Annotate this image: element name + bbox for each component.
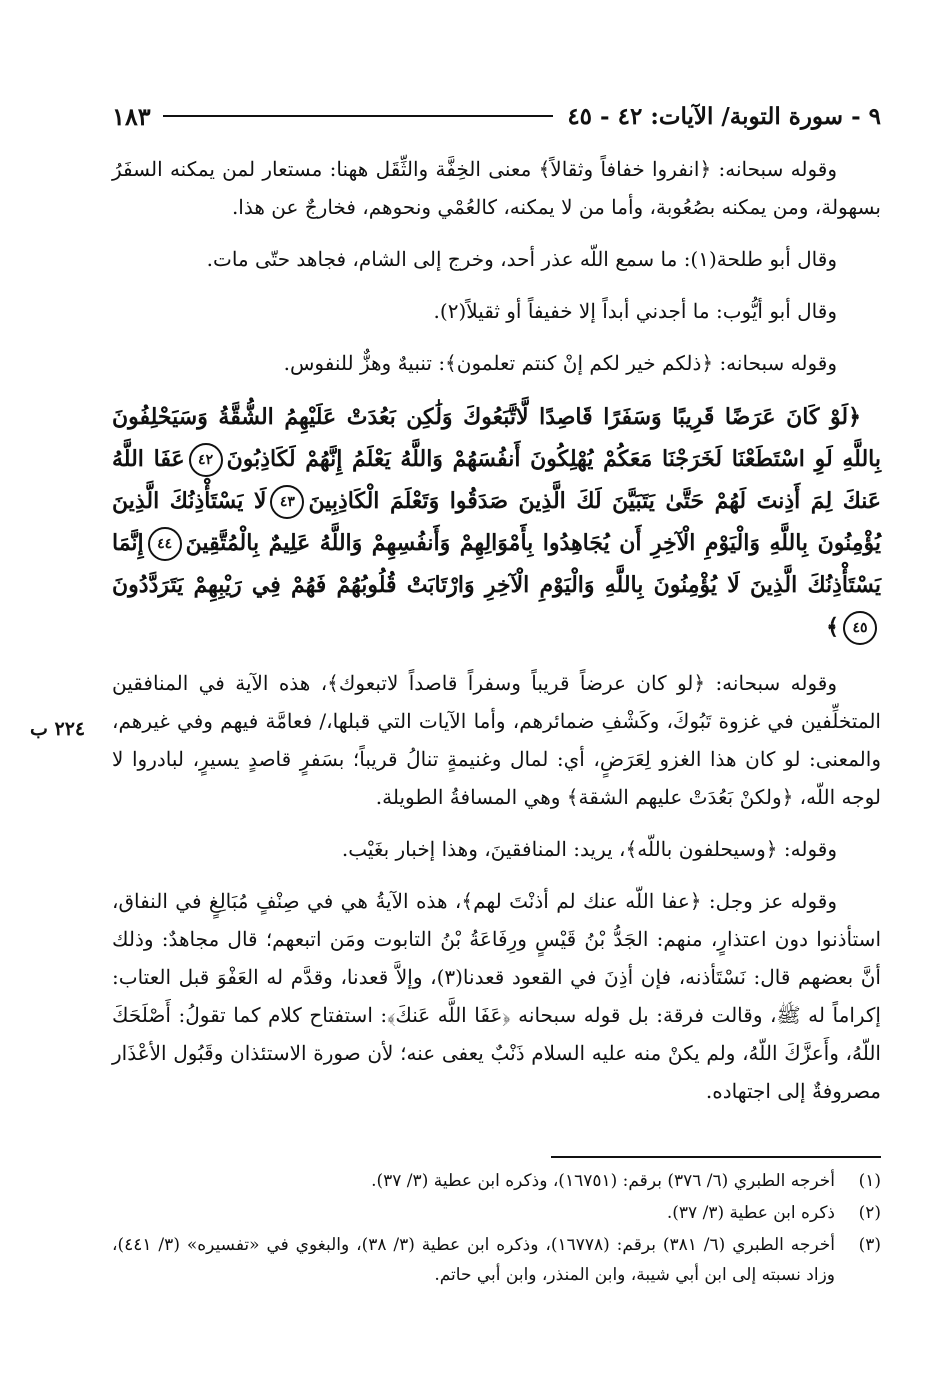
footnote-1 <box>112 1166 881 1196</box>
paragraph-4: وقوله سبحانه: ﴿ذلكم خير لكم إنْ كنتم تعلمون﴾: تنبيهٌ وهزٌّ للنفوس. <box>283 351 837 375</box>
verse-number-45-icon: ٤٥ <box>843 611 877 645</box>
quran-verse-42-text: لَوْ كَانَ عَرَضًا قَرِيبًا وَسَفَرًا قَاصِدًا لَّاتَّبَعُوكَ وَلَٰكِن بَعُدَتْ عَلَيْهِمُ الشُّقَّةُ وَسَيَحْلِفُونَ بِاللَّهِ لَوِ اسْتَطَعْنَا لَخَرَجْنَا مَعَكُمْ يُهْلِكُونَ أَنفُسَهُمْ وَاللَّهُ يَعْلَمُ إِنَّهُمْ لَكَاذِبُونَ <box>112 404 881 472</box>
verse-number-43-icon: ٤٣ <box>270 485 304 519</box>
footnote-number: (٢) <box>858 1203 881 1223</box>
footnote-text: أخرجه الطبري (٦/ ٣٨١) برقم: (١٦٧٧٨)، وذكره ابن عطية (٣/ ٣٨)، والبغوي في «تفسيره» (٣/ ٤٤١)، وزاد نسبته إلى ابن أبي شيبة، وابن المنذر، وابن أبي حاتم. <box>112 1235 835 1285</box>
paragraph-1: وقوله سبحانه: ﴿انفروا خفافاً وثقالاً﴾ معنى الخِفَّة والثِّقَل ههنا: مستعار لمن يمكنه السفَرُ بسهولة، ومن يمكنه بصُعُوبة، وأما من لا يمكنه، كالعُمْي ونحوهم، فخارجٌ عن هذا. <box>112 157 881 219</box>
paragraph-6: وقوله: ﴿وسيحلفون باللّه﴾، يريد: المنافقينَ، وهذا إخبار بغَيْب. <box>341 837 837 861</box>
manuscript-folio-note: ٢٢٤ ب <box>30 718 86 740</box>
quran-verse-44-text: لَا يَسْتَأْذِنُكَ الَّذِينَ يُؤْمِنُونَ بِاللَّهِ وَالْيَوْمِ الْآخِرِ أَن يُجَاهِدُوا بِأَمْوَالِهِمْ وَأَنفُسِهِمْ وَاللَّهُ عَلِيمٌ بِالْمُتَّقِينَ <box>112 488 881 556</box>
page-number: ١٨٣ <box>112 101 151 131</box>
footnote-2 <box>112 1198 881 1228</box>
footnote-text: ذكره ابن عطية (٣/ ٣٧). <box>666 1203 835 1223</box>
header-rule <box>163 115 554 117</box>
paragraph-7: وقوله عز وجل: ﴿عفا اللّه عنك لم أذنْتَ لهم﴾، هذه الآيةُ هي في صِنْفٍ مُبَالِغٍ في النفاق، استأذنوا دون اعتذارٍ، منهم: الجَدُّ بْنُ قَيْسٍ ورِفَاعَةُ بْنُ التابوت ومَن اتبعهم؛ قال مجاهدٌ: وذلك أنَّ بعضهم قال: نَسْتَأذنه، فإن أذِنَ في القعود قعدنا(٣)، وإلاَّ قعدنا، وقدَّم له العَفْوَ قبل العتاب: إكراماً له ﷺ، وقالت فرقة: بل قوله سبحانه ﴿عَفَا اللَّه عَنكَ﴾: استفتاح كلام كما تقولُ: أَصْلَحَكَ اللّهُ، وأَعزَّكَ اللّهُ، ولم يكنْ منه عليه السلام ذَنْبٌ يعفى عنه؛ لأن صورة الاستئذان وقَبُول الأعْذَار مصروفةٌ إلى اجتهاده. <box>112 889 881 1103</box>
footnotes <box>112 1166 881 1292</box>
main-text <box>112 150 881 1124</box>
running-title: ٩ - سورة التوبة/ الآيات: ٤٢ - ٤٥ <box>567 102 881 130</box>
quran-close-bracket: ﴾ <box>826 614 839 640</box>
quran-verse-45-text: إِنَّمَا يَسْتَأْذِنُكَ الَّذِينَ لَا يُؤْمِنُونَ بِاللَّهِ وَالْيَوْمِ الْآخِرِ وَارْتَابَتْ قُلُوبُهُمْ فَهُمْ فِي رَيْبِهِمْ يَتَرَدَّدُونَ <box>112 530 881 598</box>
quran-passage <box>112 396 881 648</box>
footnote-number: (٣) <box>858 1235 881 1255</box>
quran-open-bracket: ﴿ <box>848 404 861 430</box>
verse-number-42-icon: ٤٢ <box>189 443 223 477</box>
quran-verse-43-text: عَفَا اللَّهُ عَنكَ لِمَ أَذِنتَ لَهُمْ حَتَّىٰ يَتَبَيَّنَ لَكَ الَّذِينَ صَدَقُوا وَتَعْلَمَ الْكَاذِبِينَ <box>112 446 882 514</box>
footnote-separator <box>551 1156 881 1158</box>
page-header <box>112 98 881 134</box>
paragraph-2: وقال أبو طلحة(١): ما سمع اللّه عذر أحد، وخرج إلى الشام، فجاهد حتّى مات. <box>206 247 837 271</box>
footnote-text: أخرجه الطبري (٦/ ٣٧٦) برقم: (١٦٧٥١)، وذكره ابن عطية (٣/ ٣٧). <box>371 1171 835 1191</box>
verse-number-44-icon: ٤٤ <box>148 527 182 561</box>
footnote-number: (١) <box>858 1171 881 1191</box>
paragraph-3: وقال أبو أيُّوب: ما أجدني أبداً إلا خفيفاً أو ثقيلاً(٢). <box>433 299 837 323</box>
footnote-3 <box>112 1230 881 1290</box>
paragraph-5: وقوله سبحانه: ﴿لو كان عرضاً قريباً وسفراً قاصداً لاتبعوك﴾، هذه الآية في المنافقين المتخلِّفين في غزوة تَبُوكَ، وكَشْفِ ضمائرهم، وأما الآيات التي قبلها،/ فعامَّة فيهم وفي غيرهم، والمعنى: لو كان هذا الغزو لِعَرَضٍ، أي: لمال وغنيمةٍ تنالُ قريباً؛ بسَفرٍ قاصدٍ يسيرٍ، لبادروا لا لوجه اللّه، ﴿ولكنْ بَعُدَتْ عليهم الشقة﴾ وهي المسافةُ الطويلة. <box>112 671 881 809</box>
